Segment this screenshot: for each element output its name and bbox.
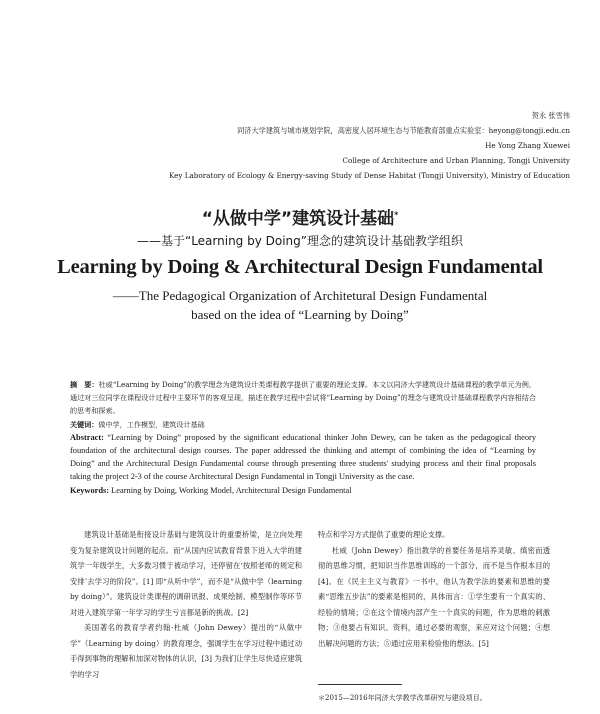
title-cn-text: “从做中学”建筑设计基础: [201, 209, 395, 229]
title-footnote-mark: *: [394, 210, 399, 220]
subtitle-en-line-2: based on the idea of “Learning by Doing”: [191, 307, 409, 322]
body-paragraph: 建筑设计基础是衔接设计基础与建筑设计的重要桥梁，是立向处理变为复杂建筑设计问题的起点。而“从国内应试教育背景下进入大学的建筑学一年级学生，大多数习惯于被动学习，还停留在‘按照老师的规定和安排’去学习的阶段”。[1] 即“从听中学”，而不是“从做中学（learning by doing）”。建筑设计类课程的调研讯报、成果绘制、模型制作等环节对进入建筑学第一年学习的学生亏言都是新的挑战。[2]: [70, 530, 302, 617]
author-affiliation-en-1: College of Architecture and Urban Planning, Tongji University: [342, 156, 570, 165]
body-column-left: [70, 527, 302, 682]
abstract-cn: [70, 378, 536, 418]
title-en: Learning by Doing & Architectural Design Fundamental: [57, 256, 543, 278]
body-paragraph: 美国著名的教育学者约翰·杜威（John Dewey）提出的“从做中学”（Learning by doing）的教育理念，强调学生在学习过程中通过动手得到事物的理解和加深对物体的认识，[3] 为我们让学生尽快适应建筑学的学习: [70, 623, 302, 679]
subtitle-en: [0, 286, 600, 324]
keywords-en: [70, 484, 536, 497]
author-affiliation-en-2: Key Laboratory of Ecology & Energy-saving Study of Dense Habitat (Tongji University), Ministry of Education: [168, 171, 570, 180]
keywords-cn-label: 关键词：: [70, 419, 99, 429]
keywords-cn-text: 做中学，工作模型，建筑设计基础: [98, 419, 205, 429]
body-paragraph: 杜威（John Dewey）指出教学的首要任务是培养灵敏、缜密而透彻的思维习惯，把知识当作思维训练的一个部分，而不是当作根本目的[4]。在《民主主义与教育》一书中，他认为教学法的要素和思维的要素“思维五步法”的要素是相同的，具体而言：①学生要有一个真实的、经验的情境；②在这个情境内部产生一个真实的问题，作为思维的刺激物；③他要占有知识、资料，通过必要的观察，来应对这个问题；④想出解决问题的方法；⑤通过应用来检验他的想法。[5]: [318, 545, 550, 648]
abstract-en: [70, 431, 536, 484]
abstract-cn-text: 杜威“Learning by Doing”的教学理念为建筑设计类课程教学提供了重要的理论支撑。本文以同济大学建筑设计基础课程的教学单元为例，通过对三位同学在课程设计过程中主要环节的客观呈现，描述在教学过程中尝试将“Learning by Doing”的理念与建筑设计基础课程教学内容相结合的思考和探索。: [70, 380, 536, 416]
subtitle-en-line-1: ——The Pedagogical Organization of Architetural Design Fundamental: [112, 288, 488, 303]
author-names-cn: 贺永 张雪伟: [531, 111, 570, 120]
author-block: [10, 108, 570, 183]
footnote-divider: [318, 684, 402, 685]
footnote: ＊2015—2016年同济大学教学改革研究与建设项目。: [318, 694, 487, 702]
keywords-en-text: Learning by Doing, Working Model, Architectural Design Fundamental: [111, 485, 352, 495]
author-names-en: He Yong Zhang Xuewei: [485, 141, 570, 150]
author-affiliation-cn: 同济大学建筑与城市规划学院，高密度人居环境生态与节能教育部重点实验室：heyong@tongji.edu.cn: [237, 126, 570, 135]
abstract-en-label: Abstract:: [70, 432, 104, 442]
abstract-block: [70, 378, 536, 497]
body-paragraph: 特点和学习方式提供了重要的理论支撑。: [318, 530, 450, 539]
body-column-right: [318, 527, 550, 651]
title-cn: [0, 204, 600, 229]
keywords-cn: [70, 418, 536, 431]
subtitle-cn: ——基于“Learning by Doing”理念的建筑设计基础教学组织: [136, 234, 464, 248]
abstract-en-text: “Learning by Doing” proposed by the significant educational thinker John Dewey, can be taken as the pedagogical theory foundation of the architectural design courses. The paper addressed the thinking and attempt of combining the idea of “Learning by Doing” and the Architectural Design Fundamental course through presenting three students' studying process and their final proposals taking the project 2-3 of the course Architectural Design Fundamental in Tongji University as the case.: [70, 432, 537, 482]
keywords-en-label: Keywords:: [70, 485, 110, 495]
abstract-cn-label: 摘 要：: [70, 380, 99, 389]
